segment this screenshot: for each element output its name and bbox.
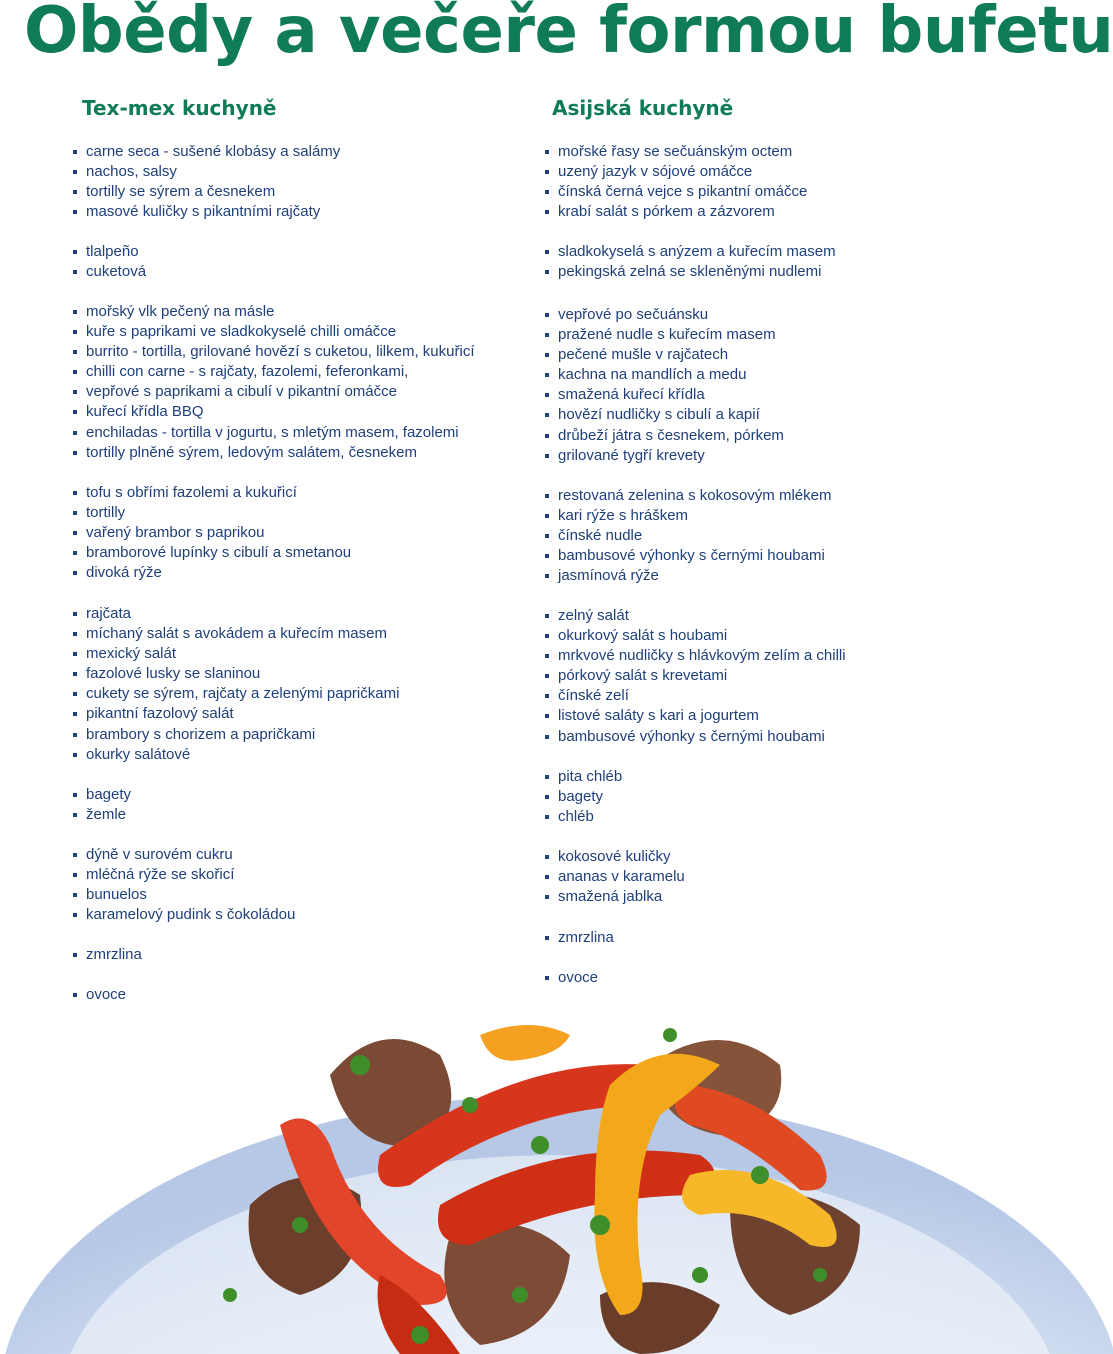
menu-item: burrito - tortilla, grilované hovězí s cuketou, lilkem, kukuřicí (70, 342, 510, 362)
menu-item: bambusové výhonky s černými houbami (542, 727, 982, 747)
menu-group (542, 928, 982, 948)
menu-group (70, 985, 510, 1005)
menu-item: rajčata (70, 604, 510, 624)
menu-group (542, 486, 982, 586)
menu-group (70, 785, 510, 825)
menu-item: nachos, salsy (70, 162, 510, 182)
menu-item: masové kuličky s pikantními rajčaty (70, 202, 510, 222)
menu-item: bunuelos (70, 885, 510, 905)
tex-mex-heading: Tex-mex kuchyně (82, 96, 277, 120)
menu-group (542, 847, 982, 907)
menu-group (70, 604, 510, 765)
menu-item: pekingská zelná se skleněnými nudlemi (542, 262, 982, 282)
menu-item: enchiladas - tortilla v jogurtu, s mletým masem, fazolemi (70, 423, 510, 443)
menu-item: tofu s obřími fazolemi a kukuřicí (70, 483, 510, 503)
menu-item: drůbeží játra s česnekem, pórkem (542, 426, 982, 446)
menu-item: pražené nudle s kuřecím masem (542, 325, 982, 345)
menu-item: krabí salát s pórkem a zázvorem (542, 202, 982, 222)
menu-item: vařený brambor s paprikou (70, 523, 510, 543)
menu-group (70, 845, 510, 925)
menu-item: bagety (542, 787, 982, 807)
menu-item: zelný salát (542, 606, 982, 626)
page-title: Obědy a večeře formou bufetu (24, 0, 1113, 68)
asian-heading: Asijská kuchyně (552, 96, 734, 120)
menu-item: smažená jablka (542, 887, 982, 907)
menu-item: smažená kuřecí křídla (542, 385, 982, 405)
menu-item: mořský vlk pečený na másle (70, 302, 510, 322)
menu-item: cuketová (70, 262, 510, 282)
menu-group (542, 606, 982, 747)
menu-item: mexický salát (70, 644, 510, 664)
menu-item: sladkokyselá s anýzem a kuřecím masem (542, 242, 982, 262)
menu-item: kari rýže s hráškem (542, 506, 982, 526)
food-photo (0, 975, 960, 1354)
menu-item: okurkový salát s houbami (542, 626, 982, 646)
menu-group (70, 302, 510, 463)
menu-item: mrkvové nudličky s hlávkovým zelím a chilli (542, 646, 982, 666)
menu-group (542, 305, 982, 466)
menu-item: mléčná rýže se skořicí (70, 865, 510, 885)
menu-item: okurky salátové (70, 745, 510, 765)
menu-item: grilované tygří krevety (542, 446, 982, 466)
menu-item: čínské nudle (542, 526, 982, 546)
menu-item: zmrzlina (542, 928, 982, 948)
menu-item: žemle (70, 805, 510, 825)
menu-item: tortilly se sýrem a česnekem (70, 182, 510, 202)
menu-item: kokosové kuličky (542, 847, 982, 867)
menu-item: restovaná zelenina s kokosovým mlékem (542, 486, 982, 506)
menu-group (70, 142, 510, 222)
menu-item: hovězí nudličky s cibulí a kapií (542, 405, 982, 425)
menu-item: vepřové po sečuánsku (542, 305, 982, 325)
menu-item: dýně v surovém cukru (70, 845, 510, 865)
menu-group (70, 945, 510, 965)
menu-item: chilli con carne - s rajčaty, fazolemi, feferonkami, (70, 362, 510, 382)
menu-item: cukety se sýrem, rajčaty a zelenými papričkami (70, 684, 510, 704)
menu-item: ovoce (542, 968, 982, 988)
menu-item: divoká rýže (70, 563, 510, 583)
menu-item: mořské řasy se sečuánským octem (542, 142, 982, 162)
menu-item: pikantní fazolový salát (70, 704, 510, 724)
menu-item: bramborové lupínky s cibulí a smetanou (70, 543, 510, 563)
menu-item: bambusové výhonky s černými houbami (542, 546, 982, 566)
menu-item: kachna na mandlích a medu (542, 365, 982, 385)
menu-item: uzený jazyk v sójové omáčce (542, 162, 982, 182)
menu-item: pórkový salát s krevetami (542, 666, 982, 686)
menu-item: ananas v karamelu (542, 867, 982, 887)
menu-item: fazolové lusky se slaninou (70, 664, 510, 684)
menu-group (542, 142, 982, 222)
menu-item: tlalpeño (70, 242, 510, 262)
menu-item: bagety (70, 785, 510, 805)
menu-item: carne seca - sušené klobásy a salámy (70, 142, 510, 162)
menu-item: listové saláty s kari a jogurtem (542, 706, 982, 726)
menu-item: brambory s chorizem a papričkami (70, 725, 510, 745)
menu-item: vepřové s paprikami a cibulí v pikantní omáčce (70, 382, 510, 402)
menu-item: tortilly plněné sýrem, ledovým salátem, česnekem (70, 443, 510, 463)
menu-item: pečené mušle v rajčatech (542, 345, 982, 365)
menu-item: kuřecí křídla BBQ (70, 402, 510, 422)
menu-item: míchaný salát s avokádem a kuřecím masem (70, 624, 510, 644)
menu-item: čínská černá vejce s pikantní omáčce (542, 182, 982, 202)
menu-item: pita chléb (542, 767, 982, 787)
menu-group (542, 968, 982, 988)
menu-item: karamelový pudink s čokoládou (70, 905, 510, 925)
menu-item: kuře s paprikami ve sladkokyselé chilli omáčce (70, 322, 510, 342)
menu-item: zmrzlina (70, 945, 510, 965)
menu-group (70, 242, 510, 282)
menu-group (70, 483, 510, 583)
menu-group (542, 242, 982, 282)
menu-item: ovoce (70, 985, 510, 1005)
menu-group (542, 767, 982, 827)
menu-item: chléb (542, 807, 982, 827)
menu-item: jasmínová rýže (542, 566, 982, 586)
menu-item: čínské zelí (542, 686, 982, 706)
menu-item: tortilly (70, 503, 510, 523)
